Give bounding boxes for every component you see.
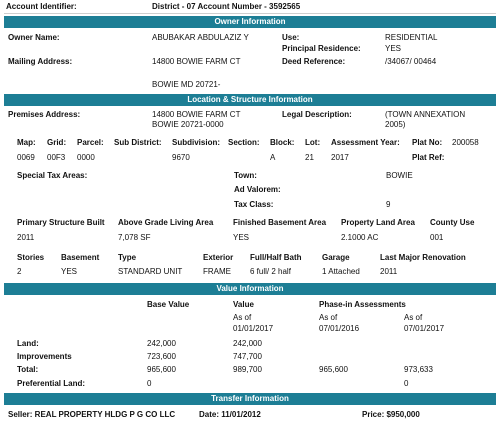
grid-value: 00F3 <box>47 153 66 162</box>
plat-ref-label: Plat Ref: <box>412 153 445 162</box>
property-land-area-value: 2.1000 AC <box>341 233 379 242</box>
phase2-as-of-label: As of <box>404 313 423 322</box>
value-information-header: Value Information <box>4 283 496 295</box>
mailing-address-label: Mailing Address: <box>8 57 73 66</box>
assessment-year-label: Assessment Year: <box>331 138 400 147</box>
premises-address-label: Premises Address: <box>8 110 81 119</box>
legal-description-line2: 2005) <box>385 120 406 129</box>
exterior-label: Exterior <box>203 253 234 262</box>
value-row-phase1: 965,600 <box>319 365 348 374</box>
value-row-label: Improvements <box>17 352 72 361</box>
mailing-address-line2: BOWIE MD 20721- <box>152 80 221 89</box>
town-value: BOWIE <box>386 171 413 180</box>
subdivision-label: Subdivision: <box>172 138 220 147</box>
assessment-year-value: 2017 <box>331 153 349 162</box>
deed-reference-value: /34067/ 00464 <box>385 57 437 66</box>
stories-value: 2 <box>17 267 22 276</box>
subdivision-value: 9670 <box>172 153 190 162</box>
phase-in-assessments-label: Phase-in Assessments <box>319 300 406 309</box>
transfer-price-label: Price: $950,000 <box>362 410 420 419</box>
block-value: A <box>270 153 276 162</box>
deed-reference-label: Deed Reference: <box>282 57 346 66</box>
lot-label: Lot: <box>305 138 321 147</box>
value-row-phase2: 0 <box>404 379 409 388</box>
phase1-as-of-label: As of <box>319 313 338 322</box>
last-major-renovation-label: Last Major Renovation <box>380 253 466 262</box>
base-value-label: Base Value <box>147 300 190 309</box>
divider <box>4 13 496 14</box>
tax-class-value: 9 <box>386 200 391 209</box>
principal-residence-value: YES <box>385 44 402 53</box>
above-grade-living-area-label: Above Grade Living Area <box>118 218 214 227</box>
last-major-renovation-value: 2011 <box>380 267 398 276</box>
county-use-label: County Use <box>430 218 475 227</box>
value-row-base: 723,600 <box>147 352 176 361</box>
town-label: Town: <box>234 171 257 180</box>
above-grade-living-area-value: 7,078 SF <box>118 233 151 242</box>
use-label: Use: <box>282 33 300 42</box>
parcel-label: Parcel: <box>77 138 104 147</box>
legal-description-line1: (TOWN ANNEXATION <box>385 110 466 119</box>
grid-label: Grid: <box>47 138 67 147</box>
owner-name-label: Owner Name: <box>8 33 60 42</box>
mailing-address-line1: 14800 BOWIE FARM CT <box>152 57 241 66</box>
finished-basement-area-value: YES <box>233 233 250 242</box>
plat-no-label: Plat No: <box>412 138 443 147</box>
phase2-as-of-date: 07/01/2017 <box>404 324 445 333</box>
value-row-value: 989,700 <box>233 365 262 374</box>
finished-basement-area-label: Finished Basement Area <box>233 218 327 227</box>
type-value: STANDARD UNIT <box>118 267 183 276</box>
garage-label: Garage <box>322 253 350 262</box>
type-label: Type <box>118 253 137 262</box>
phase1-as-of-date: 07/01/2016 <box>319 324 360 333</box>
full-half-bath-label: Full/Half Bath <box>250 253 302 262</box>
garage-value: 1 Attached <box>322 267 360 276</box>
value-as-of-label: As of <box>233 313 252 322</box>
basement-label: Basement <box>61 253 100 262</box>
transfer-information-header: Transfer Information <box>4 393 496 405</box>
map-value: 0069 <box>17 153 35 162</box>
seller-label: Seller: REAL PROPERTY HLDG P G CO LLC <box>8 410 176 419</box>
value-row-label: Land: <box>17 339 39 348</box>
value-row-label: Total: <box>17 365 39 374</box>
sub-district-label: Sub District: <box>114 138 162 147</box>
tax-class-label: Tax Class: <box>234 200 274 209</box>
value-row-label: Preferential Land: <box>17 379 86 388</box>
section-label: Section: <box>228 138 260 147</box>
stories-label: Stories <box>17 253 45 262</box>
value-row-value: 747,700 <box>233 352 262 361</box>
account-identifier-label: Account Identifier: <box>6 2 77 11</box>
exterior-value: FRAME <box>203 267 231 276</box>
value-label: Value <box>233 300 254 309</box>
owner-information-header: Owner Information <box>4 16 496 28</box>
value-row-phase2: 973,633 <box>404 365 433 374</box>
value-row-base: 242,000 <box>147 339 176 348</box>
map-label: Map: <box>17 138 36 147</box>
district-account-label: District - 07 Account Number - 3592565 <box>152 2 301 11</box>
ad-valorem-label: Ad Valorem: <box>234 185 281 194</box>
block-label: Block: <box>270 138 295 147</box>
value-row-base: 0 <box>147 379 152 388</box>
legal-description-label: Legal Description: <box>282 110 352 119</box>
primary-structure-built-label: Primary Structure Built <box>17 218 105 227</box>
lot-value: 21 <box>305 153 314 162</box>
basement-value: YES <box>61 267 78 276</box>
value-row-base: 965,600 <box>147 365 176 374</box>
location-structure-header: Location & Structure Information <box>4 94 496 106</box>
principal-residence-label: Principal Residence: <box>282 44 361 53</box>
value-as-of-date: 01/01/2017 <box>233 324 274 333</box>
plat-no-value: 200058 <box>452 138 479 147</box>
premises-address-line2: BOWIE 20721-0000 <box>152 120 224 129</box>
county-use-value: 001 <box>430 233 444 242</box>
premises-address-line1: 14800 BOWIE FARM CT <box>152 110 241 119</box>
property-land-area-label: Property Land Area <box>341 218 415 227</box>
owner-name-value: ABUBAKAR ABDULAZIZ Y <box>152 33 249 42</box>
parcel-value: 0000 <box>77 153 95 162</box>
full-half-bath-value: 6 full/ 2 half <box>250 267 291 276</box>
special-tax-areas-label: Special Tax Areas: <box>17 171 88 180</box>
transfer-date-label: Date: 11/01/2012 <box>199 410 261 419</box>
primary-structure-built-value: 2011 <box>17 233 35 242</box>
use-value: RESIDENTIAL <box>385 33 438 42</box>
value-row-value: 242,000 <box>233 339 262 348</box>
